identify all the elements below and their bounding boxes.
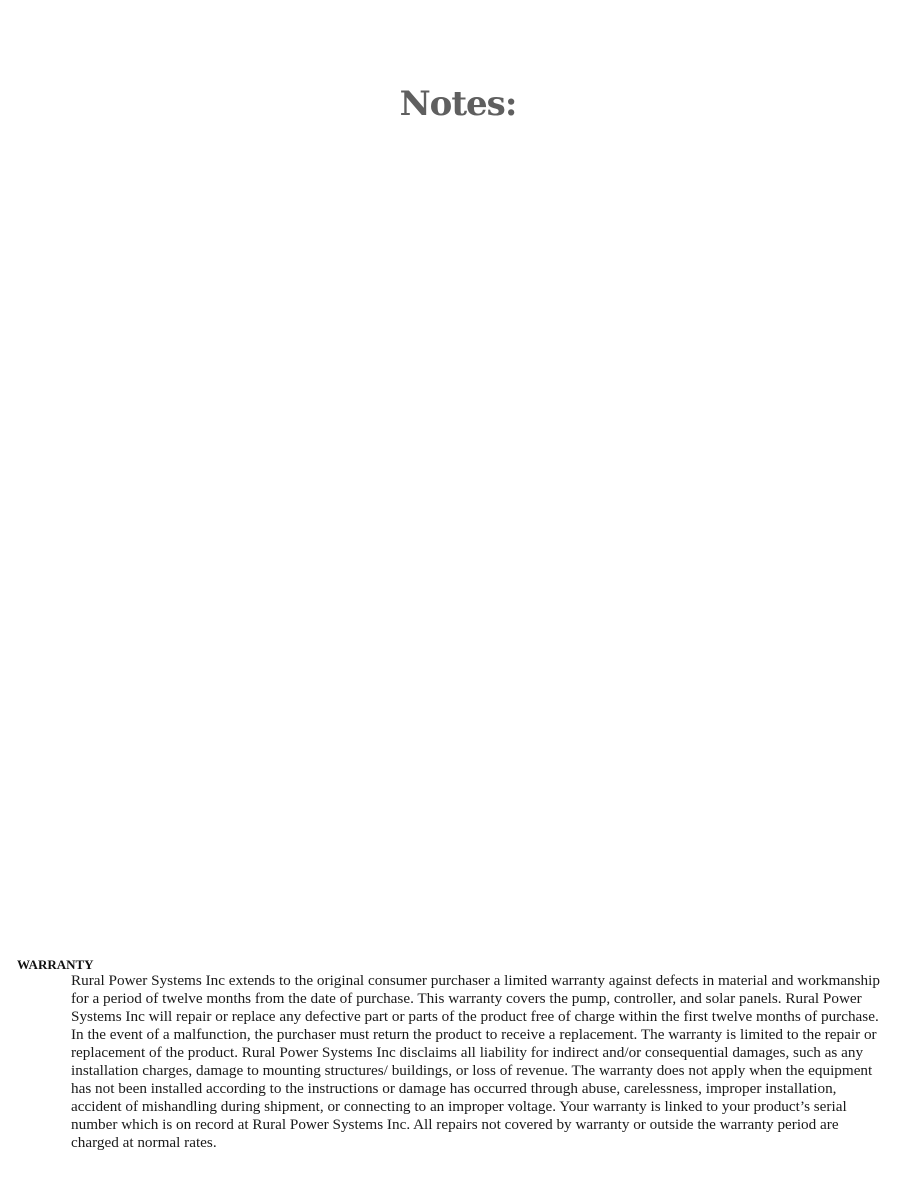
warranty-heading: WARRANTY <box>17 957 94 972</box>
warranty-body: Rural Power Systems Inc extends to the original consumer purchaser a limited warranty against defects in material and workmanship for a period of twelve months from the date of purchase. This warranty covers the pump, controller, and solar panels. Rural Power Systems Inc will repair or replace any defective part or parts of the product free of charge within the first twelve months of purchase. In the event of a malfunction, the purchaser must return the product to receive a replacement. The warranty is limited to the repair or replacement of the product. Rural Power Systems Inc disclaims all liability for indirect and/or consequential damages, such as any installation charges, damage to mounting structures/ buildings, or loss of revenue. The warranty does not apply when the equipment has not been installed according to the instructions or damage has occurred through abuse, carelessness, improper installation, accident of mishandling during shipment, or connecting to an improper voltage. Your warranty is linked to your product’s serial number which is on record at Rural Power Systems Inc. All repairs not covered by warranty or outside the warranty period are charged at normal rates. <box>71 972 880 1151</box>
page-title: Notes: <box>399 84 517 124</box>
